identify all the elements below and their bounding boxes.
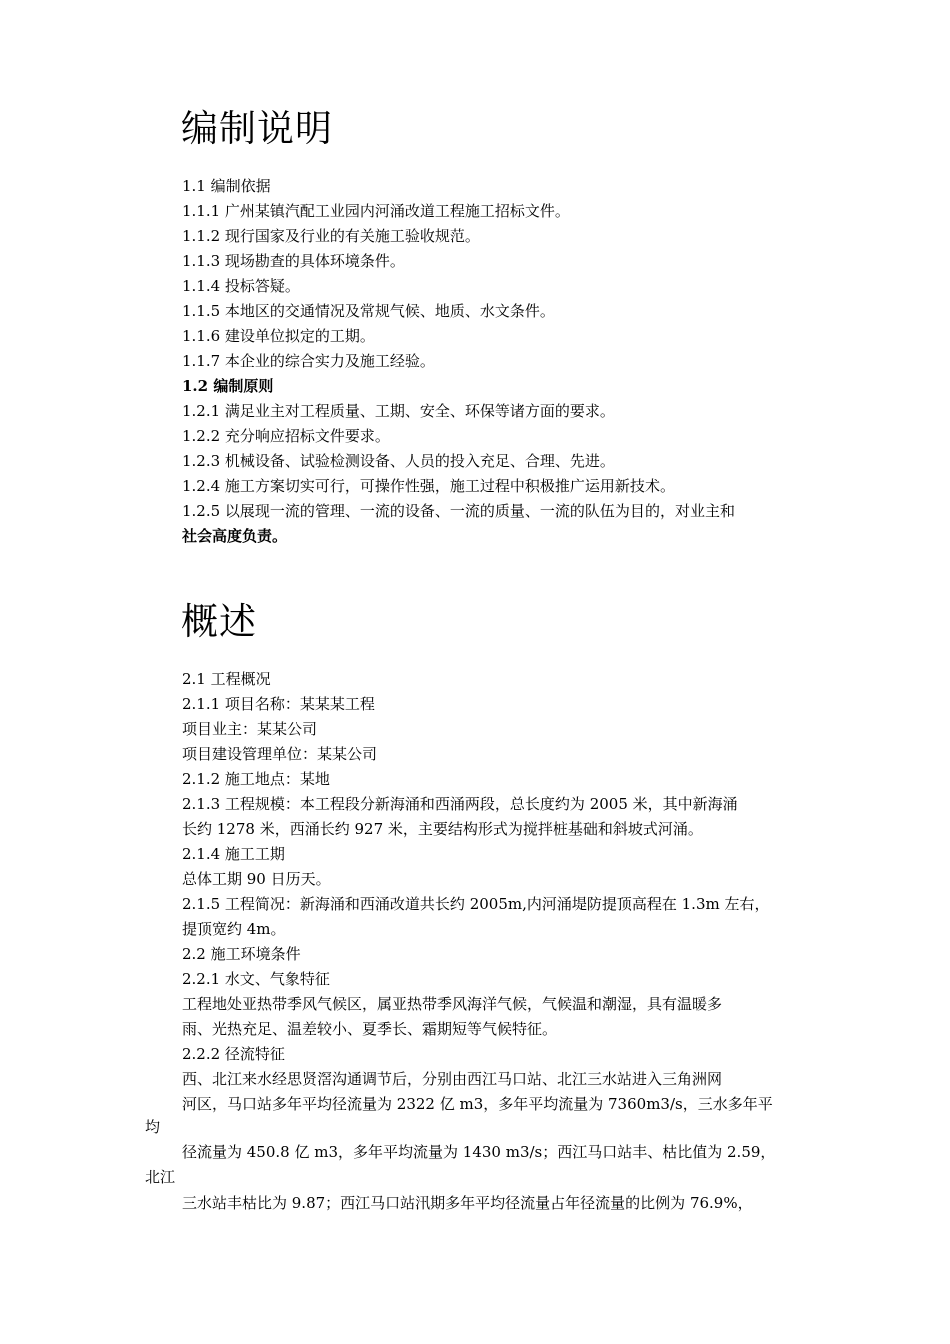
paragraph-line: 1.2.5 以展现一流的管理、一流的设备、一流的质量、一流的队伍为目的，对业主和 <box>182 502 735 520</box>
paragraph-line: 工程地处亚热带季风气候区，属亚热带季风海洋气候，气候温和潮湿，具有温暖多 <box>182 995 723 1013</box>
paragraph-line: 三水站丰枯比为 9.87；西江马口站汛期多年平均径流量占年径流量的比例为 76.9%， <box>182 1194 753 1212</box>
paragraph-line: 2.1 工程概况 <box>182 670 271 688</box>
section-heading-compilation-notes: 编制说明 <box>181 107 333 150</box>
paragraph-line: 2.1.3 工程规模：本工程段分新海涌和西涌两段，总长度约为 2005 米，其中新海涌 <box>182 795 738 813</box>
paragraph-line: 2.1.5 工程简况：新海涌和西涌改道共长约 2005m,内河涌堤防提顶高程在 1.3m 左右， <box>182 895 770 913</box>
paragraph-line: 1.1.3 现场勘查的具体环境条件。 <box>182 252 405 270</box>
paragraph-line: 1.1.4 投标答疑。 <box>182 277 300 295</box>
paragraph-line: 2.2 施工环境条件 <box>182 945 301 963</box>
paragraph-line: 1.2.4 施工方案切实可行，可操作性强，施工过程中积极推广运用新技术。 <box>182 477 675 495</box>
paragraph-line: 2.1.2 施工地点：某地 <box>182 770 330 788</box>
paragraph-line: 雨、光热充足、温差较小、夏季长、霜期短等气候特征。 <box>182 1020 558 1038</box>
paragraph-line: 2.2.2 径流特征 <box>182 1045 285 1063</box>
paragraph-line: 西、北江来水经思贤滘沟通调节后，分别由西江马口站、北江三水站进入三角洲网 <box>182 1070 723 1088</box>
paragraph-line: 1.1.2 现行国家及行业的有关施工验收规范。 <box>182 227 480 245</box>
paragraph-line-wrap: 北江 <box>145 1168 176 1186</box>
paragraph-line: 河区，马口站多年平均径流量为 2322 亿 m3，多年平均流量为 7360m3/s，三水多年平 <box>182 1095 773 1113</box>
paragraph-line: 1.1 编制依据 <box>182 177 271 195</box>
paragraph-line: 1.1.6 建设单位拟定的工期。 <box>182 327 375 345</box>
paragraph-line: 总体工期 90 日历天。 <box>182 870 331 888</box>
paragraph-line: 项目建设管理单位：某某公司 <box>182 745 378 763</box>
paragraph-line: 1.2.3 机械设备、试验检测设备、人员的投入充足、合理、先进。 <box>182 452 615 470</box>
paragraph-line: 径流量为 450.8 亿 m3，多年平均流量为 1430 m3/s；西江马口站丰、枯比值为 2.59， <box>182 1143 776 1161</box>
paragraph-line: 2.1.1 项目名称：某某某工程 <box>182 695 375 713</box>
subsection-heading: 1.2 编制原则 <box>182 377 274 395</box>
paragraph-line: 1.1.7 本企业的综合实力及施工经验。 <box>182 352 435 370</box>
paragraph-line-emphasis: 社会高度负责。 <box>182 527 288 545</box>
paragraph-line: 1.2.2 充分响应招标文件要求。 <box>182 427 390 445</box>
paragraph-line-wrap: 均 <box>145 1118 161 1136</box>
paragraph-line: 2.2.1 水文、气象特征 <box>182 970 330 988</box>
section-heading-overview: 概述 <box>181 600 257 643</box>
paragraph-line: 1.1.1 广州某镇汽配工业园内河涌改道工程施工招标文件。 <box>182 202 570 220</box>
paragraph-line: 项目业主：某某公司 <box>182 720 318 738</box>
paragraph-line: 提顶宽约 4m。 <box>182 920 286 938</box>
paragraph-line: 1.1.5 本地区的交通情况及常规气候、地质、水文条件。 <box>182 302 555 320</box>
paragraph-line: 1.2.1 满足业主对工程质量、工期、安全、环保等诸方面的要求。 <box>182 402 615 420</box>
paragraph-line: 2.1.4 施工工期 <box>182 845 285 863</box>
paragraph-line: 长约 1278 米，西涌长约 927 米，主要结构形式为搅拌桩基础和斜坡式河涌。 <box>182 820 703 838</box>
